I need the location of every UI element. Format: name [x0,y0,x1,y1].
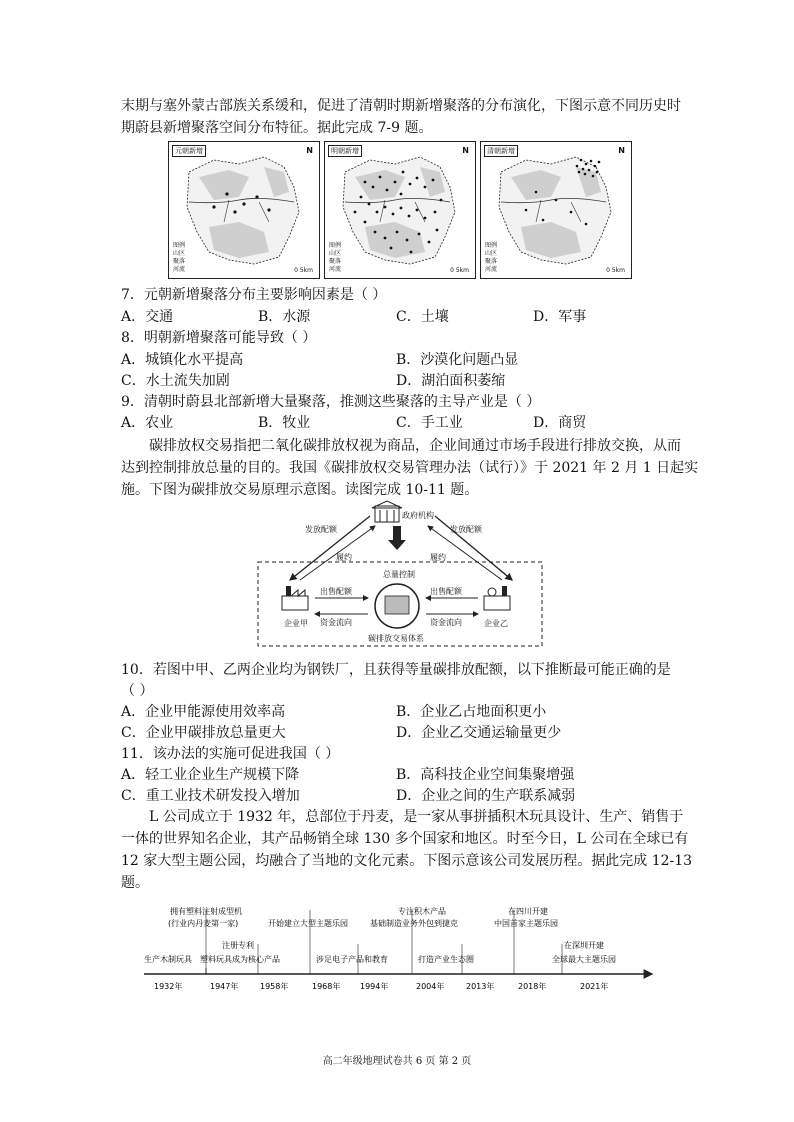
q10-stem: 10．若图中甲、乙两企业均为钢铁厂，且获得等量碳排放配额，以下推断最可能正确的是 [121,662,671,678]
event-1947-note: (行业内丹麦第一家) [168,919,239,928]
map-qing [480,141,632,279]
event-2021-note: 全球最大主题乐园 [552,955,616,964]
money-left-label: 资金流向 [320,618,352,627]
factory-a-icon [282,586,308,610]
q11-stem: 11．该办法的实施可促进我国（ ） [121,746,340,762]
money-right-label: 资金流向 [430,618,462,627]
government-building-icon [372,501,402,522]
legend-settlement: 聚落 [485,258,498,265]
q10-option-d: D．企业乙交通运输量更少 [396,725,562,741]
legend-title: 图例 [173,242,186,249]
map-ming [324,141,476,279]
company-timeline [140,904,660,996]
year-label: 2018年 [518,982,547,991]
year-label: 1932年 [154,982,183,991]
year-label: 1994年 [360,982,389,991]
event-2018: 在四川开建 [508,907,548,916]
event-1994: 涉足电子产品和教育 [316,955,388,964]
event-2013: 打造产业生态圈 [418,955,474,964]
q10-option-a: A．企业甲能源使用效率高 [121,704,286,720]
event-2004: 专注积木产品 [398,907,446,916]
event-2021: 在深圳开建 [564,941,604,950]
map-ming-title: 明朝新增 [328,145,362,157]
q7-option-a: A．交通 [121,309,174,325]
event-2004-note: 基础制造业务外包到捷克 [370,919,458,928]
map-qing-drawing [481,142,631,278]
down-arrow-icon [388,526,406,550]
year-label: 1968年 [312,982,341,991]
legend-settlement: 聚落 [329,258,342,265]
q10-stem-blank: （ ） [121,683,154,699]
carbon-line-1: 碳排放权交易指把二氧化碳排放权视为商品，企业间通过市场手段进行排放交换，从而 [149,438,681,454]
q8-option-d: D．湖泊面积萎缩 [396,373,506,389]
q11-option-d: D．企业之间的生产联系减弱 [396,788,576,804]
factory-b-icon [484,586,510,610]
comply-left-label: 履约 [336,553,352,562]
q11-option-c: C．重工业技术研发投入增加 [121,788,300,804]
issue-left-label: 发放配额 [305,525,337,534]
legend-settlement: 聚落 [173,258,186,265]
page-footer: 高二年级地理试卷共 6 页 第 2 页 [322,1056,472,1067]
q10-option-c: C．企业甲碳排放总量更大 [121,725,286,741]
sell-right-label: 出售配额 [430,587,462,596]
q11-option-b: B．高科技企业空间集聚增强 [396,767,575,783]
legend-title: 图例 [329,242,342,249]
lego-line-1: L 公司成立于 1932 年，总部位于丹麦，是一家从事拼插积木玩具设计、生产、销售于 [149,809,684,825]
map-yuan-drawing [169,142,319,278]
q8-stem: 8．明朝新增聚落可能导致（ ） [121,330,317,346]
map-yuan [168,141,320,279]
carbon-line-3: 施。下图为碳排放交易原理示意图。读图完成 10-11 题。 [121,482,479,498]
q9-option-a: A．农业 [121,415,174,431]
year-label: 1947年 [210,982,239,991]
map-qing-title: 清朝新增 [484,145,518,157]
year-label: 2004年 [416,982,445,991]
legend-river: 河流 [485,266,498,273]
event-1958-note: 塑料玩具成为核心产品 [200,955,280,964]
q8-option-a: A．城镇化水平提高 [121,352,244,368]
event-1968: 开始建立大型主题乐园 [268,919,348,928]
north-arrow-icon: N [462,146,469,155]
map-qing-scale: 0 5km [606,267,625,274]
map-yuan-scale: 0 5km [294,267,313,274]
q7-option-b: B．水源 [258,309,311,325]
q8-option-b: B．沙漠化问题凸显 [396,352,519,368]
market-cycle-icon [375,584,419,628]
map-ming-drawing [325,142,475,278]
q7-option-c: C．土壤 [396,309,449,325]
q10-option-b: B．企业乙占地面积更小 [396,704,547,720]
map-qing-legend [485,242,497,274]
legend-mountain: 山区 [173,250,186,257]
event-1947: 拥有塑料注射成型机 [170,907,242,916]
legend-title: 图例 [485,242,498,249]
comply-right-label: 履约 [430,553,446,562]
lego-line-3: 12 家大型主题公园，均融合了当地的文化元素。下图示意该公司发展历程。据此完成 12-13 [121,853,693,869]
firm-a-label: 企业甲 [284,619,308,628]
north-arrow-icon: N [618,146,625,155]
legend-river: 河流 [173,266,186,273]
gov-label: 政府机构 [402,511,434,520]
q8-option-c: C．水土流失加剧 [121,373,230,389]
map-yuan-legend [173,242,185,274]
year-label: 2021年 [580,982,609,991]
q7-stem: 7．元朝新增聚落分布主要影响因素是（ ） [121,287,387,303]
lego-line-4: 题。 [121,875,149,891]
year-label: 2013年 [466,982,495,991]
year-label: 1958年 [260,982,289,991]
map-yuan-title: 元朝新增 [172,145,206,157]
total-control-label: 总量控制 [383,570,415,579]
event-2018-note: 中国首家主题乐园 [494,919,558,928]
legend-mountain: 山区 [485,250,498,257]
event-1932: 生产木制玩具 [144,955,192,964]
map-ming-legend [329,242,341,274]
q7-option-d: D．军事 [533,309,587,325]
q9-stem: 9．清朝时蔚县北部新增大量聚落，推测这些聚落的主导产业是（ ） [121,394,541,410]
legend-river: 河流 [329,266,342,273]
intro-line-1: 末期与塞外蒙古部族关系缓和，促进了清朝时期新增聚落的分布演化，下图示意不同历史时 [121,98,681,114]
trading-system-label: 碳排放交易体系 [368,634,424,643]
lego-line-2: 一体的世界知名企业，其产品畅销全球 130 多个国家和地区。时至今日，L 公司在全球已有 [121,831,689,847]
intro-line-2: 期蔚县新增聚落空间分布特征。据此完成 7-9 题。 [121,120,433,136]
map-ming-scale: 0 5km [450,267,469,274]
legend-mountain: 山区 [329,250,342,257]
q9-option-c: C．手工业 [396,415,463,431]
firm-b-label: 企业乙 [484,619,508,628]
north-arrow-icon: N [306,146,313,155]
sell-left-label: 出售配额 [320,587,352,596]
carbon-trading-diagram [250,500,550,652]
issue-right-label: 发放配额 [450,525,482,534]
event-1958: 注册专利 [222,941,254,950]
q9-option-b: B．牧业 [258,415,311,431]
q11-option-a: A．轻工业企业生产规模下降 [121,767,300,783]
carbon-line-2: 达到控制排放总量的目的。我国《碳排放权交易管理办法（试行）》于 2021 年 2 月 1 日起实 [121,460,699,476]
q9-option-d: D．商贸 [533,415,587,431]
